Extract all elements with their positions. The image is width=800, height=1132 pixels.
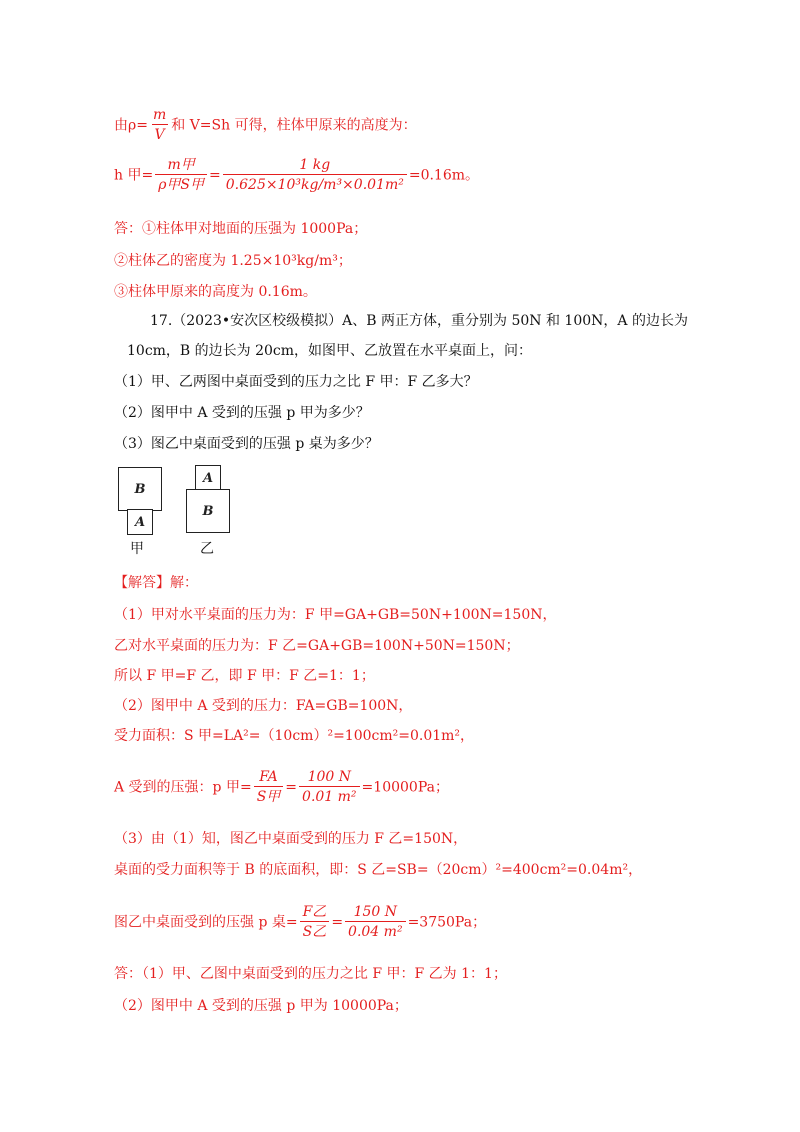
height-fraction-1 — [155, 156, 207, 195]
pressure-a-result: 10000Pa； — [373, 779, 449, 796]
solution-line-1: （1）甲对水平桌面的压力为：F 甲=GA+GB=50N+100N=150N， — [114, 607, 557, 623]
jia-block-a: A — [127, 509, 153, 535]
answer-line-3: ③柱体甲原来的高度为 0.16m。 — [114, 284, 317, 300]
height-label: h 甲= — [114, 167, 154, 184]
height-fraction-1-numerator: m甲 — [167, 157, 195, 173]
pressure-table-fraction-1-denominator: S乙 — [300, 921, 330, 942]
density-fraction-numerator: m — [152, 107, 167, 123]
pressure-a-prefix: A 受到的压强：p 甲= — [114, 779, 252, 796]
yi-label: 乙 — [200, 541, 214, 557]
question-1: （1）甲、乙两图中桌面受到的压力之比 F 甲：F 乙多大？ — [114, 374, 478, 390]
height-fraction-1-denominator: ρ甲S甲 — [155, 174, 207, 195]
solution-line-7: （3）由（1）知，图乙中桌面受到的压力 F 乙=150N， — [114, 831, 468, 847]
density-fraction-denominator: V — [152, 124, 168, 145]
pressure-table-result: 3750Pa； — [419, 914, 487, 931]
density-formula-line — [114, 106, 417, 145]
answer-line-1: 答：①柱体甲对地面的压强为 1000Pa； — [114, 221, 368, 237]
jia-label: 甲 — [130, 541, 144, 557]
pressure-table-fraction-1-numerator: F乙 — [302, 904, 327, 920]
density-fraction — [150, 106, 169, 145]
pressure-a-fraction-1-denominator: S甲 — [254, 786, 284, 807]
solution-line-5: 受力面积：S 甲=LA²=（10cm）²=100cm²=0.01m²， — [114, 728, 475, 744]
pressure-table-fraction-2-denominator: 0.04 m² — [345, 921, 406, 942]
pressure-a-fraction-2-numerator: 100 N — [307, 769, 351, 785]
solution-line-8: 桌面的受力面积等于 B 的底面积，即：S 乙=SB=（20cm）²=400cm²=0.04m²， — [114, 862, 643, 878]
yi-block-a: A — [195, 465, 221, 491]
pressure-a-fraction-1-numerator: FA — [259, 769, 278, 785]
density-formula-prefix: 由ρ= — [114, 117, 148, 134]
solution-line-4: （2）图甲中 A 受到的压力：FA=GB=100N， — [114, 698, 413, 714]
pressure-a-line: A 受到的压强：p 甲= $\frac{FA}{\text{S甲}}$ = $\frac{100 N}{\text{0.01 m²}}$ =10000Pa； — [114, 769, 449, 805]
pressure-table-line: 图乙中桌面受到的压强 p 桌= $\frac{\text{F乙}}{\text{S乙}}$ = $\frac{150 N}{\text{0.04 m²}}$ =3750Pa； — [114, 904, 487, 940]
height-formula-line: h 甲= $\frac{\text{m甲}}{\text{ρ甲S甲}}$ = $\frac{1 kg}{\text{0.625×10³kg/m³×0.01m²}}$ =0.16m。 — [114, 157, 480, 193]
density-formula-suffix: 和 V=Sh 可得，柱体甲原来的高度为： — [171, 117, 417, 134]
question-3: （3）图乙中桌面受到的压强 p 桌为多少？ — [114, 436, 379, 452]
problem-line-1: 17.（2023•安次区校级模拟）A、B 两正方体，重分别为 50N 和 100N，A 的边长为 — [150, 313, 688, 329]
final-answer-2: （2）图甲中 A 受到的压强 p 甲为 10000Pa； — [114, 998, 408, 1014]
height-fraction-2-denominator: 0.625×10³kg/m³×0.01m² — [223, 174, 407, 195]
question-2: （2）图甲中 A 受到的压强 p 甲为多少？ — [114, 405, 370, 421]
pressure-a-fraction-2 — [299, 768, 360, 807]
height-fraction-2 — [223, 156, 407, 195]
pressure-table-fraction-1 — [300, 903, 330, 942]
height-fraction-2-numerator: 1 kg — [299, 157, 331, 173]
jia-block-b: B — [118, 467, 162, 511]
solution-line-3: 所以 F 甲=F 乙，即 F 甲：F 乙=1：1； — [114, 668, 375, 684]
pressure-table-prefix: 图乙中桌面受到的压强 p 桌= — [114, 914, 298, 931]
final-answer-1: 答：（1）甲、乙图中桌面受到的压力之比 F 甲：F 乙为 1：1； — [114, 966, 507, 982]
problem-line-2: 10cm，B 的边长为 20cm，如图甲、乙放置在水平桌面上，问： — [127, 343, 533, 359]
solution-header: 【解答】解： — [114, 575, 198, 591]
pressure-a-fraction-1 — [254, 768, 284, 807]
answer-line-2: ②柱体乙的密度为 1.25×10³kg/m³； — [114, 253, 352, 269]
yi-block-b: B — [186, 489, 230, 533]
height-result: =0.16m。 — [408, 167, 480, 184]
pressure-a-fraction-2-denominator: 0.01 m² — [299, 786, 360, 807]
pressure-table-fraction-2 — [345, 903, 406, 942]
pressure-table-fraction-2-numerator: 150 N — [353, 904, 398, 920]
solution-line-2: 乙对水平桌面的压力为：F 乙=GA+GB=100N+50N=150N； — [114, 638, 520, 654]
